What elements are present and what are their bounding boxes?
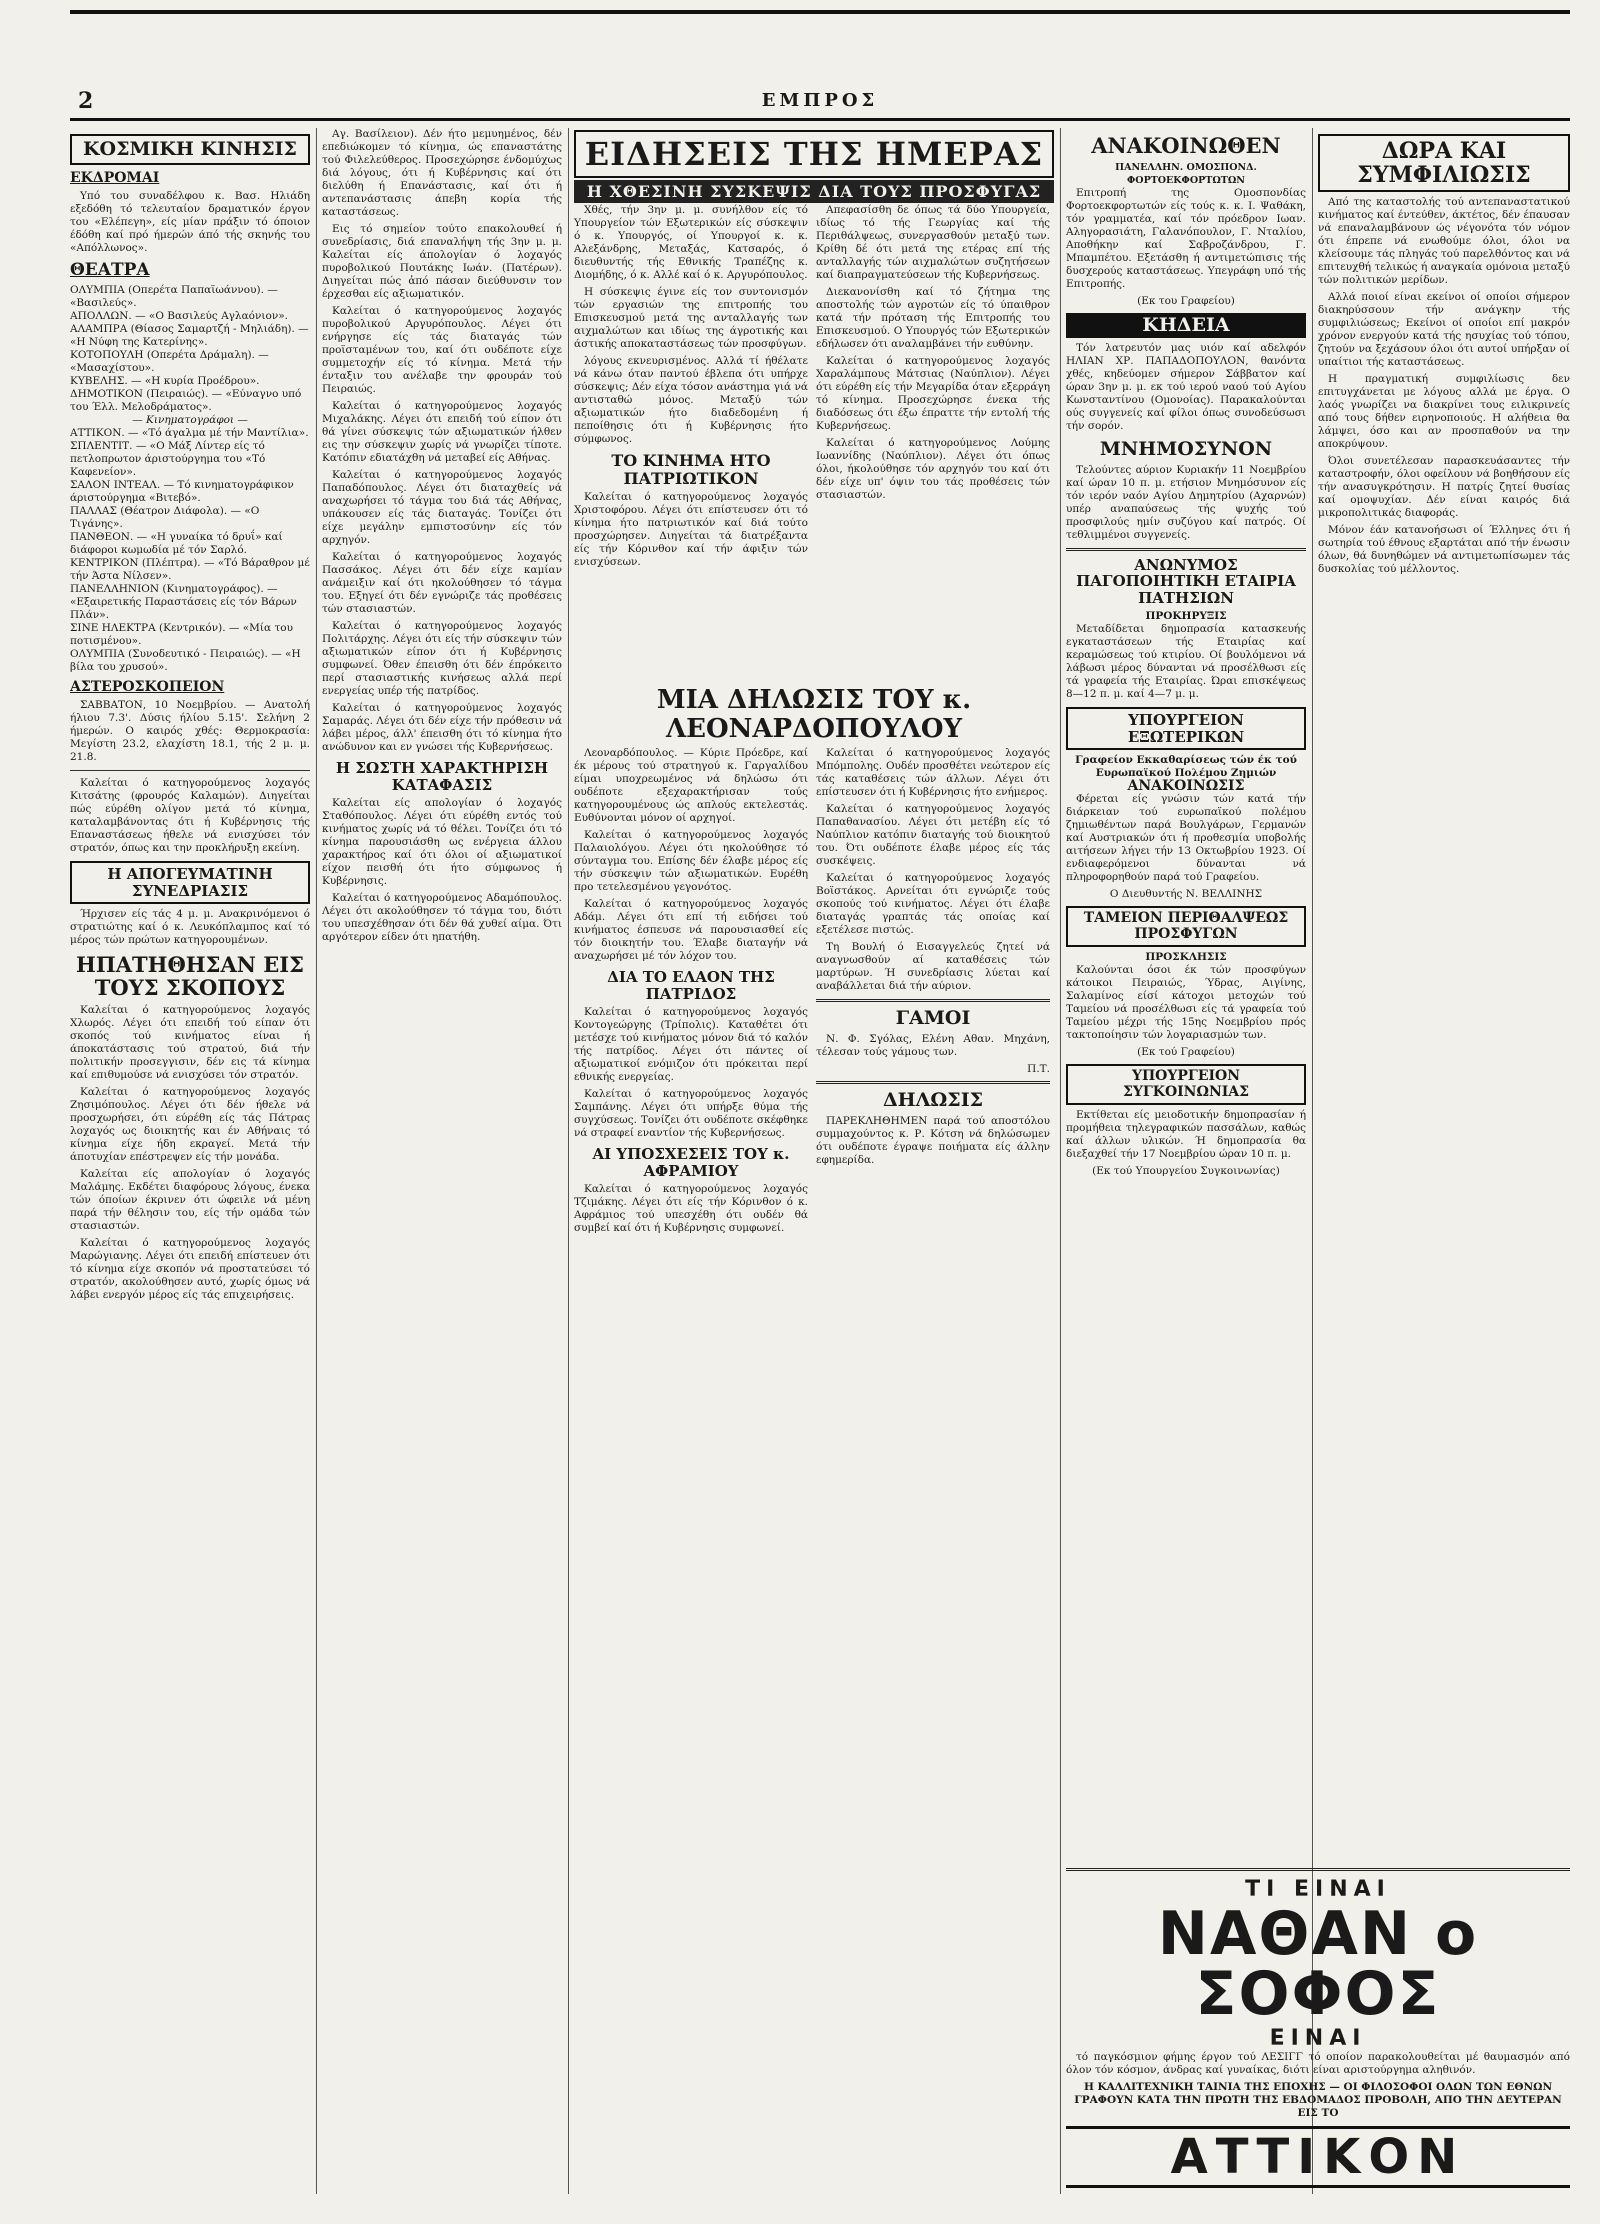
heading-kosmiki-kinisis: ΚΟΣΜΙΚΗ ΚΙΝΗΣΙΣ bbox=[70, 134, 310, 165]
heading-kideia: ΚΗΔΕΙΑ bbox=[1066, 313, 1306, 338]
article-half-right bbox=[816, 204, 1050, 506]
list-item: ΔΗΜΟΤΙΚΟΝ (Πειραιώς). — «Εύναγνο υπό του Έλλ. Μελοδράματος». bbox=[70, 387, 302, 413]
article-half-left bbox=[574, 204, 808, 573]
subheading-prosklisis: ΠΡΟΣΚΛΗΣΙΣ bbox=[1145, 951, 1227, 964]
heading-tameio: ΤΑΜΕΙΟΝ ΠΕΡΙΘΑΛΨΕΩΣ ΠΡΟΣΦΥΓΩΝ bbox=[1066, 906, 1306, 947]
signature: (Εκ τού Υπουργείου Συγκοινωνίας) bbox=[1092, 1164, 1280, 1177]
article-text: Καλείται ό κατηγορούμενος λοχαγός Ζησιμόπουλος. Λέγει ότι δέν ήθελε νά προσχωρήσει, ότι εύρέθη είς τάς Πάτρας λοχαγός ως διοικητής και έν Αθήναις τό κίνημα είχε ήδη εκραγεί. Μετά τήν άποτυχίαν επέστρεψεν είς τήν μονάδα. bbox=[70, 1085, 310, 1163]
article-text: Χθές, τήν 3ην μ. μ. συνήλθον είς τό Υπουργείον τών Εξωτερικών είς σύσκεψιν ό κ. Υπουργός, οί Υπουργοί κ. κ. Αλεξάνδρης, Μεταξάς, Κατσαρός, ό διευθυντής τής Εθνικής Τραπέζης κ. Διομήδης, ό κ. Αλλέ καί ό κ. Αργυρόπουλος. bbox=[574, 204, 808, 281]
signature: Π.Τ. bbox=[1027, 1063, 1050, 1076]
list-item: ΚΕΝΤΡΙΚΟΝ (Πλέπτρα). — «Τό Βάραθρον μέ τήν Άστα Νίλσεν». bbox=[70, 556, 310, 582]
article-text: Υπό του συναδέλφου κ. Βασ. Ηλιάδη εξεδόθη τό τελευταίον δραματικόν έργον του «Ελέπεγη», είς μίαν πράξιν τό όποιον έδόθη καί πρό ήμερών άπό τής σκηνής του «Απόλλωνος». bbox=[70, 190, 310, 255]
list-item: ΟΛΥΜΠΙΑ (Συνοδευτικό - Πειραιώς). — «Η βίλα του χρυσού». bbox=[70, 647, 301, 673]
article-text: Όλοι συνετέλεσαν παρασκευάσαντες τήν καταστροφήν, όλοι οφείλουν νά βοηθήσουν είς τήν ανασυγκρότησιν. Η πατρίς ζητεί θυσίας καί ομοψυχίαν. Δέν είναι καιρός διά μικροπολιτικάς διαφοράς. bbox=[1318, 455, 1570, 520]
article-text: Καλείται ό κατηγορούμενος λοχαγός Πασσάκος. Λέγει ότι δέν είχε καμίαν ανάμειξιν καί ότι ηκολούθησεν τό τάγμα του. Εξηγεί ότι δέν εγνώριζε τάς προθέσεις τών στασιαστών. bbox=[322, 551, 562, 615]
list-item: ΑΛΑΜΠΡΑ (Θίασος Σαμαρτζή - Μηλιάδη). — «Η Νύφη της Κατερίνης». bbox=[70, 322, 309, 348]
heading-mnimosynon: ΜΝΗΜΟΣΥΝΟΝ bbox=[1099, 437, 1273, 460]
subheading-omospondia: ΠΑΝΕΛΛΗΝ. ΟΜΟΣΠΟΝΔ. ΦΟΡΤΟΕΚΦΟΡΤΩΤΩΝ bbox=[1115, 162, 1257, 187]
article-text: Καλείται ό κατηγορούμενος Αδαμόπουλος. Λέγει ότι ακολούθησεν τό τάγμα του, διότι του υπεσχέθησαν ότι δέν θά χυθεί αίμα. Ότι αργότερον είδεν ότι ηπατήθη. bbox=[322, 892, 562, 943]
heading-eidiseis: ΕΙΔΗΣΕΙΣ ΤΗΣ ΗΜΕΡΑΣ bbox=[574, 130, 1054, 178]
column-rule bbox=[1060, 128, 1061, 2194]
article-text: Τη Βουλή ό Εισαγγελεύς ζητεί νά αναγνωσθούν αί καταθέσεις τών μαρτύρων. Ή συνεδρίασις λύεται καί αναβάλλεται διά τήν αύριον. bbox=[816, 941, 1050, 993]
adv-title-nathan: ΝΑΘΑΝ ο ΣΟΦΟΣ bbox=[1157, 1899, 1479, 2029]
article-half-left bbox=[574, 747, 808, 1239]
list-item: ΚΟΤΟΠΟΥΛΗ (Οπερέτα Δράμαλη). — «Μασαχίστου». bbox=[70, 348, 269, 374]
article-text: Καλείται ό κατηγορούμενος λοχαγός Χλωρός. Λέγει ότι επειδή τού είπαν ότι σκοπός τού κινήματος είναι ή άποκατάστασις τού στρατού, διά τήν πολιτικήν προσεγγισιν, δέν εις τά κίνημα καί επιθυμούσε νά ενισχύσει τόν στρατόν. bbox=[70, 1003, 310, 1081]
subheading-asteroskopeion: ΑΣΤΕΡΟΣΚΟΠΕΙΟΝ bbox=[70, 678, 225, 695]
syskepsis-article bbox=[574, 204, 1054, 573]
article-text: Καλείται είς απολογίαν ό λοχαγός Μαλάμης. Εκδέτει διαφόρους λόγους, ένεκα τών όποίων έκρινεν ότι ώφειλε νά μένη παρά τήν θέλησιν του, είς τήν ομάδα τών στασιαστών. bbox=[70, 1167, 310, 1232]
newspaper-page bbox=[70, 0, 1570, 2224]
article-text: Ν. Φ. Σγόλας, Ελένη Αθαν. Μηχάνη, τέλεσαν τούς γάμους των. bbox=[816, 1033, 1050, 1059]
divider bbox=[816, 1081, 1050, 1084]
article-text: Καλείται ό κατηγορούμενος λοχαγός Αδάμ. Λέγει ότι επί τή ειδήσει τού κινήματος έσπευσε νά παρουσιασθεί είς τόν διοικητήν του. Έλαβε διαταγήν νά αναχωρήσει μέ τόν λόχον του. bbox=[574, 898, 808, 963]
subheading-grafeio: Γραφείον Εκκαθαρίσεως τών έκ τού Ευρωπαϊκού Πολέμου Ζημιών bbox=[1075, 754, 1297, 780]
subheading-ekdromai: ΕΚΔΡΟΜΑΙ bbox=[70, 169, 160, 186]
article-text: Ήρχισεν είς τάς 4 μ. μ. Ανακρινόμενοι ό στρατιώτης καί ό κ. Λευκόπλαμπος καί τό μέρος τών πρώτων κατηγορουμένων. bbox=[70, 908, 310, 947]
subheading-syskepsis: Η ΧΘΕΣΙΝΗ ΣΥΣΚΕΨΙΣ ΔΙΑ ΤΟΥΣ ΠΡΟΣΦΥΓΑΣ bbox=[574, 180, 1054, 203]
article-text: Απεφασίσθη δε όπως τά δύο Υπουργεία, ιδίως τό τής Γεωργίας καί τής Περιθάλψεως, συνεργασθούν μεταξύ των. Κρίθη δέ ότι μετά της ετέρας επί τής ανταλλαγής τών αιχμαλώτων συζητήσεων καί διαπραγματεύσεων τής Κυβερνήσεως. bbox=[816, 204, 1050, 281]
adv-line-einai: ΕΙΝΑΙ bbox=[1269, 2026, 1367, 2051]
article-text: Καλούνται όσοι έκ τών προσφύγων κάτοικοι Πειραιώς, Ύδρας, Αιγίνης, Σαλαμίνος είσί κάτοχοι μετοχών τού Ταμείου νά προσέλθωσι είς τά γραφεία τού Ταμείου μέχρι τής 15ης Νοεμβρίου πρός τακτοποίησιν τών λογαριασμών των. bbox=[1066, 964, 1306, 1042]
article-text: Από της καταστολής τού αντεπαναστατικού κινήματος καί έντεύθεν, άκτέτος, δέν έπαυσαν νά επαναλαμβάνουν ώς νέγονότα τόν νόμον ότι έπρεπε νά ενωθούμε όλοι, όλοι να κλείσουμε τάς πληγάς τού παρελθόντος και νά επιτευχθή τελικώς ή αναγκαία ομόνοια μεταξύ τών πολιτικών μερίδων. bbox=[1318, 196, 1570, 287]
list-item: ΠΑΝΕΛΛΗΝΙΟΝ (Κινηματογράφος). — «Εξαιρετικής Παραστάσεις είς τόν Βάρων Πλάν». bbox=[70, 582, 297, 621]
newspaper-name: ΕΜΠΡΟΣ bbox=[761, 90, 879, 111]
article-text: Αλλά ποιοί είναι εκείνοι οί οποίοι σήμερον διακηρύσσουν τήν ανάγκην τής συμφιλιώσεως; Εκείνοι οί οποίοι επί μακρόν χρόνον ενεργούν κατά τής ησυχίας τού τόπου, ζητούν να ξεχάσουν όλοι ότι αυτοί υπήρξαν οί υπαίτιοι τής καταστάσεως. bbox=[1318, 291, 1570, 369]
signature: (Εκ του Γραφείου) bbox=[1137, 295, 1235, 308]
article-text: Καλείται ό κατηγορούμενος λοχαγός Χριστοφόρου. Λέγει ότι επίστευσεν ότι τό κίνημα ήτο πατριωτικόν καί διά τούτο προσχώρησεν. Διηγείται τά διατρέξαντα είς τήν Κόρινθον καί τήν άφιξιν τών ενισχύσεων. bbox=[574, 491, 808, 569]
article-text: Καλείται είς απολογίαν ό λοχαγός Σταθόπουλος. Λέγει ότι εύρέθη εντός τού κινήματος χωρίς νά τό θέλει. Τονίζει ότι τό κίνημα παρουσιάσθη ως ενέργεια άλλου χαρακτήρος καί ότι όλοι οί αξιωματικοί είχον πεισθή ότι ήτο σύμφωνος ή Κυβέρνησις. bbox=[322, 797, 562, 887]
heading-elaon-patridos: ΔΙΑ ΤΟ ΕΛΑΟΝ ΤΗΣ ΠΑΤΡΙΔΟΣ bbox=[607, 968, 775, 1003]
list-item: ΚΥΒΕΛΗΣ. — «Η κυρία Προέδρου». bbox=[70, 374, 260, 387]
advertisement-nathan bbox=[1066, 1862, 1570, 2188]
signature: (Εκ τού Γραφείου) bbox=[1137, 1046, 1235, 1059]
list-item: ΠΑΛΛΑΣ (Θέατρον Διάφολα). — «Ο Τιγάνης». bbox=[70, 504, 260, 530]
page-number: 2 bbox=[78, 88, 94, 114]
heading-dilosis-leonardopoulou: ΜΙΑ ΔΗΛΩΣΙΣ ΤΟΥ κ. ΛΕΟΝΑΡΔΟΠΟΥΛΟΥ bbox=[656, 685, 972, 744]
divider bbox=[70, 770, 310, 771]
article-text: Καλείται ό κατηγορούμενος λοχαγός Παπαθανασίου. Λέγει ότι μετέβη είς τό Ναύπλιον κατόπιν διαταγής τού διοικητού του. Ότι ουδέποτε έλαβε μέρος είς τάς συσκέψεις. bbox=[816, 803, 1050, 868]
article-text: Καλείται ό κατηγορούμενος λοχαγός Κιτσάτης (φρουρός Καλαμών). Διηγείται πώς εύρέθη ολίγον μετά τό κίνημα, καταλαμβάνοντας ότι ή Κυβέρνησις τής Επαναστάσεως ήθελε νά ενισχύσει τόν στρατόν, όπως και την προκλήρυξη εκείνη. bbox=[70, 777, 310, 855]
divider bbox=[1066, 548, 1306, 551]
heading-anakoinothen: ΑΝΑΚΟΙΝΩΘΕΝ bbox=[1091, 133, 1281, 158]
dilosis-article bbox=[574, 680, 1054, 1239]
article-text: Μόνον έάν κατανοήσωσι οί Έλληνες ότι ή σωτηρία τού έθνους εξαρτάται από τήν ένωσιν όλων, θά δυνηθώμεν νά αντιμετωπίσωμεν τάς δυσκολίας τού μέλλοντος. bbox=[1318, 524, 1570, 576]
list-item: ΣΠΛΕΝΤΙΤ. — «Ο Μάξ Λίντερ είς τό πετλοπρωτον άριστούργημα του «Τό Καφενείον». bbox=[70, 439, 266, 478]
article-text: Καλείται ό κατηγορούμενος λοχαγός Παλαιολόγου. Λέγει ότι ηκολούθησε τό σύνταγμα του. Επίσης δέν έλαβε μέρος είς τήν σύσκεψιν τών αξιωματικών. Ευρέθη προ τετελεσμένου γεγονότος. bbox=[574, 829, 808, 894]
column-6 bbox=[1318, 128, 1570, 1854]
article-text: Η σύσκεψις έγινε είς τον συντονισμόν τών εργασιών της επιτροπής του Επισκευσμού μετά της ανταλλαγής των αιχμαλώτων και ιδίως της άγροτικής και άστικής αποκαταστάσεως τών προσφύγων. bbox=[574, 286, 808, 350]
masthead bbox=[70, 88, 1570, 121]
heading-etaireia: ΑΝΩΝΥΜΟΣ ΠΑΓΟΠΟΙΗΤΙΚΗ ΕΤΑΙΡΙΑ ΠΑΤΗΣΙΩΝ bbox=[1076, 555, 1296, 607]
list-item: ΟΛΥΜΠΙΑ (Οπερέτα Παπαϊωάννου). — «Βασιλεύς». bbox=[70, 283, 278, 309]
article-text: Εις τό σημείον τούτο επακολουθεί ή συνεδρίασις, διά επαναλήψη τής 3ην μ. μ. Καλείται είς άπολογίαν ό λοχαγός πυροβολικού Πουτάκης Ιωάν. (Πατέρων). Διηγείται πώς ἀπό πάσαν διεύθυνσιν τον έρχεσθαι είς αξιωματικόν. bbox=[322, 223, 562, 300]
article-text: Καλείται ό κατηγορούμενος λοχαγός Μαρώγιανης. Λέγει ότι επειδή επίστευεν ότι τό κίνημα είχε σκοπόν νά προστατεύσει τό στρατόν, ακολούθησεν αυτό, χωρίς όμως νά λάβει ενεργόν μέρος είς τάς επιχειρήσεις. bbox=[70, 1236, 310, 1301]
article-text: Καλείται ό κατηγορούμενος λοχαγός Πολιτάρχης. Λέγει ότι είς τήν σύσκεψιν τών αξιωματικών είπον ότι ή Κυβέρνησις συμφωνεί. Όθεν έπεισθη ότι δέν έπρόκειτο περί στασιαστικής κινήσεως αλλά περί ενεργείας υπέρ τής πατρίδος. bbox=[322, 620, 562, 697]
article-text: ΠΑΡΕΚΛΗΘΗΜΕΝ παρά τού αποστόλου συμμαχούντος κ. Ρ. Κότση νά δηλώσωμεν ότι ουδέποτε έγραψε ποιήματα είς άλλην εφημερίδα. bbox=[816, 1114, 1050, 1166]
divider bbox=[816, 999, 1050, 1002]
list-item: — Κινηματογράφοι — bbox=[132, 413, 248, 426]
adv-cinema-attikon: ΑΤΤΙΚΟΝ bbox=[1066, 2126, 1570, 2188]
article-text: Καλείται ό κατηγορούμενος λοχαγός Χαραλάμπους Μάτσιας (Ναύπλιον). Λέγει ότι εύρέθη είς τήν Μεγαρίδα όταν εξερράγη τό κίνημα. Προσεχώρησε ένεκα τής διαδόσεως ότι έξω έπραττε τήν εντολή τής Κυβερνήσεως. bbox=[816, 355, 1050, 432]
heading-gamoi: ΓΑΜΟΙ bbox=[895, 1007, 971, 1030]
article-text: Καλείται ό κατηγορούμενος λοχαγός Παπαδόπουλος. Λέγει ότι διαταχθείς νά αναχωρήσει τό τάγμα του διά τάς Αθήνας, υπάκουσεν είς τάς διαταγάς. Τονίζει ότι είχε μεγάλην εμπιστοσύνην είς τόν αρχηγόν. bbox=[322, 469, 562, 546]
column-5 bbox=[1066, 128, 1306, 1854]
news-banner bbox=[574, 130, 1054, 205]
article-text: Λεοναρδόπουλος. — Κύριε Πρόεδρε, καί έκ μέρους τού στρατηγού κ. Γαργαλίδου είμαι υποχρεωμένος νά δηλώσω ότι ουδέποτε εξεχαρακτήρισαν τούς κατηγορουμένους ώς απλούς εκτελεστάς. Ευθύνονται μόνον οί αρχηγοί. bbox=[574, 747, 808, 825]
column-1 bbox=[70, 128, 310, 2194]
article-text: Καλείται ό κατηγορούμενος Λούμης Ιωαννίδης (Ναύπλιον). Λέγει ότι όπως όλοι, ήκολούθησε τόν αρχηγόν του καί ότι δέν είχε υπ' όψιν του τάς προθέσεις τών στασιαστών. bbox=[816, 437, 1050, 501]
divider bbox=[1066, 1868, 1570, 1871]
article-text: Τόν λατρευτόν μας υιόν καί αδελφόν ΗΛΙΑΝ ΧΡ. ΠΑΠΑΔΟΠΟΥΛΟΝ, θανόντα χθές, κηδεύομεν σήμερον Σάββατον καί ώραν 3ην μ. μ. εκ τού ιερού ναού τού Αγίου Κωνσταντίνου (Ομονοίας). Παρακαλούνται ούς συγγενείς καί φίλοι όπως συνοδεύσωσι τήν σορόν. bbox=[1066, 341, 1306, 432]
heading-apogeumatini: Η ΑΠΟΓΕΥΜΑΤΙΝΗ ΣΥΝΕΔΡΙΑΣΙΣ bbox=[70, 861, 310, 904]
article-text: Καλείται ό κατηγορούμενος λοχαγός Σαμαράς. Λέγει ότι δέν είχε τήν πρόθεσιν νά λάβει μέρος, άλλ' έπεισθη ότι τό κίνημα ήτο ανώδυνον και εν γνώσει τής Κυβερνήσεως. bbox=[322, 702, 562, 753]
article-text: Μεταδίδεται δημοπρασία κατασκευής εγκαταστάσεων τής Εταιρίας καί κεραμώσεως τού κτιρίου. Οί βουλόμενοι νά λάβωσι μέρος δύνανται νά προσέλθωσι είς τά γραφεία τής Εταιρίας. Ώραι επισκέψεως 8—12 π. μ. καί 4—7 μ. μ. bbox=[1066, 623, 1306, 701]
heading-dilosis: ΔΗΛΩΣΙΣ bbox=[882, 1089, 984, 1112]
article-text: Η πραγματική συμφιλίωσις δεν επιτυγχάνεται με λόγους αλλά με έργα. Ο λαός γνωρίζει να διακρίνει τους ειλικρινείς από τους δήθεν ειρηνοποιούς. Η αλήθεια θα λάμψει, όσο και αν προσπαθούν να την αποκρύψουν. bbox=[1318, 373, 1570, 451]
heading-ypourgeio-exoterikon: ΥΠΟΥΡΓΕΙΟΝ ΕΞΩΤΕΡΙΚΩΝ bbox=[1066, 707, 1306, 750]
theatre-list bbox=[70, 284, 310, 674]
heading-charaktirisi: Η ΣΩΣΤΗ ΧΑΡΑΚΤΗΡΙΣΗ ΚΑΤΑΦΑΣΙΣ bbox=[335, 759, 549, 794]
adv-body: τό παγκόσμιον φήμης έργον τού ΛΕΣΙΓΓ τό οποίον παρακολουθείται μέ θαυμασμόν από όλον τόν κόσμον, άνδρας καί γυναίκας, διότι είναι αριστούργημα αληθινόν. bbox=[1066, 2051, 1570, 2076]
article-text: Καλείται ό κατηγορούμενος λοχαγός Κοντογεώργης (Τρίπολις). Καταθέτει ότι μετέσχε τού κινήματος μόνον διά τό καλόν τής πατρίδος. Λέγει ότι πάντες οί αξιωματικοί ενόμιζον ότι πρόκειται περί εθνικής ενεργείας. bbox=[574, 1006, 808, 1084]
list-item: ΑΠΟΛΛΩΝ. — «Ο Βασιλεύς Αγλαόνιον». bbox=[70, 309, 288, 322]
article-half-right bbox=[816, 747, 1050, 1171]
article-text: Καλείται ό κατηγορούμενος λοχαγός Μιχαλάκης. Λέγει ότι επειδή τού είπον ότι θά γίνει σύσκεψις τών αξιωματικών ήλθεν εις την σύσκεψιν χωρίς νά γνωρίζει τίποτε. Κατόπιν εδιατάχθη νά μεταβεί είς Αθήνας. bbox=[322, 400, 562, 464]
article-text: ΣΑΒΒΑΤΟΝ, 10 Νοεμβρίου. — Ανατολή ήλιου 7.3'. Δύσις ήλίου 5.15'. Σελήνη 2 ήμερών. Ο καιρός χθές: Θερμοκρασία: Μεγίστη 23.2, ελαχίστη 18.1, τής 2 μ. μ. 21.8. bbox=[70, 699, 310, 764]
article-text: Διεκανονίσθη καί τό ζήτημα της αποστολής τών αγροτών είς τό ύπαιθρον κατά τήν πρόταση τής Επιτροπής του Επισκευσμού. Ο Υπουργός τών Εξωτερικών εδήλωσεν ότι αναλαμβάνει τήν ευθύνην. bbox=[816, 286, 1050, 350]
article-text: Επιτροπή της Ομοσπονδίας Φορτοεκφορτωτών είς τούς κ. κ. Ι. Ψαθάκη, τόν γραμματέα, καί τόν πρόεδρον Ιωαν. Αληγορασιάτη, Γαλανόπουλον, Γ. Νταλίου, Αποθήκην καί Σαβροζάνδρου, Γ. Μπαμπέτου. Εξετάσθη ή αντιμετώπισις τής δυσχερούς καταστάσεως. Υπεγράφη υπό τής Επιτροπής. bbox=[1066, 187, 1306, 291]
dilosis-columns bbox=[574, 747, 1054, 1239]
signature: Ο Διευθυντής Ν. ΒΕΛΛΙΝΗΣ bbox=[1109, 888, 1263, 901]
heading-ypourgeio-sygkoinonias: ΥΠΟΥΡΓΕΙΟΝ ΣΥΓΚΟΙΝΩΝΙΑΣ bbox=[1066, 1064, 1306, 1105]
column-2 bbox=[322, 128, 562, 2194]
list-item: ΑΤΤΙΚΟΝ. — «Τό άγαλμα μέ τήν Μαντίλια». bbox=[70, 426, 309, 439]
adv-line-ti-einai: ΤΙ ΕΙΝΑΙ bbox=[1245, 1877, 1391, 1902]
heading-ipatithisan: ΗΠΑΤΗΘΗΣΑΝ ΕΙΣ ΤΟΥΣ ΣΚΟΠΟΥΣ bbox=[76, 952, 304, 1001]
column-rule bbox=[316, 128, 317, 2194]
article-text: Καλείται ό κατηγορούμενος λοχαγός πυροβολικού Αργυρόπουλος. Λέγει ότι ενήργησε είς τάς διαταγάς τών προϊσταμένων του, καί ότι ουδέποτε είχε συμμετοχήν είς τό κίνημα. Μετά τήν ένταξιν του ανέλαβε την φρουράν τού Πειραιώς. bbox=[322, 305, 562, 395]
heading-dora-symfiliosis: ΔΩΡΑ ΚΑΙ ΣΥΜΦΙΛΙΩΣΙΣ bbox=[1318, 134, 1570, 192]
subheading-prokiryxis: ΠΡΟΚΗΡΥΞΙΣ bbox=[1145, 610, 1227, 623]
column-rule bbox=[568, 128, 569, 2194]
list-item: ΣΙΝΕ ΗΛΕΚΤΡΑ (Κεντρικόν). — «Μία του ποτισμένου». bbox=[70, 621, 293, 647]
top-rule bbox=[70, 10, 1570, 14]
list-item: ΠΑΝΘΕΟΝ. — «Η γυναίκα τό δρυΐ» καί διάφοροι κωμωδία μέ τόν Σαρλό. bbox=[70, 530, 283, 556]
article-text: Καλείται ό κατηγορούμενος λοχαγός Τζιμάκης. Λέγει ότι είς τήν Κόρινθον ό κ. Αφράμιος τού υπεσχέθη ότι ουδέν θά συμβεί καί ότι ή Κυβέρνησις συμφωνεί. bbox=[574, 1183, 808, 1235]
article-text: Εκτίθεται είς μειοδοτικήν δημοπρασίαν ή προμήθεια τηλεγραφικών πασσάλων, καθώς καί άλλων υλικών. Ή δημοπρασία θα διεξαχθεί τήν 17 Νοεμβρίου ώραν 10 π. μ. bbox=[1066, 1108, 1306, 1160]
article-text: Καλείται ό κατηγορούμενος λοχαγός Μπόμπολης. Ουδέν προσθέτει νεώτερον είς τάς καταθέσεις τών άλλων. Λέγει ότι επίστευσεν ότι ή Κυβέρνησις ήτο ενήμερος. bbox=[816, 747, 1050, 799]
article-text: Φέρεται είς γνώσιν τών κατά τήν διάρκειαν τού ευρωπαϊκού πολέμου ζημιωθέντων παρά Βουλγάρων, Γερμανών καί Αυστριακών ότι ή προθεσμία υποβολής αιτήσεων λήγει τήν 13 Οκτωβρίου 1923. Οί ενδιαφερόμενοι δύνανται νά πληροφορηθούν παρά τού Γραφείου. bbox=[1066, 793, 1306, 884]
article-text: Αγ. Βασίλειον). Δέν ήτο μεμυημένος, δέν επεδιώκομεν τό κίνημα, ώς επαναστάτης τού Φιλελεύθερος. Προσεχώρησε ένδομύχως διά λόγους, ότι ή Κυβέρνησις καί ότι διελύθη ή Επανάστασις, καί ότι ή αντεπανάστασις άπεβη κορία τής καταστάσεως. bbox=[322, 128, 562, 218]
subheading-anakoinosis: ΑΝΑΚΟΙΝΩΣΙΣ bbox=[1127, 778, 1245, 795]
heading-yposcheseis: ΑΙ ΥΠΟΣΧΕΣΕΙΣ ΤΟΥ κ. ΑΦΡΑΜΙΟΥ bbox=[592, 1145, 790, 1180]
article-text: Τελούντες αύριον Κυριακήν 11 Νοεμβρίου καί ώραν 10 π. μ. ετήσιον Μνημόσυνον είς τόν ιερόν ναόν Αγίου Δημητρίου (Αχαρνών) υπέρ αναπαύσεως τής ψυχής τού προσφιλούς ημίν συζύγου καί πατρός. Οί τεθλιμμένοι συγγενείς. bbox=[1066, 463, 1306, 541]
adv-body-bold: Η ΚΑΛΛΙΤΕΧΝΙΚΗ ΤΑΙΝΙΑ ΤΗΣ ΕΠΟΧΗΣ — ΟΙ ΦΙΛΟΣΟΦΟΙ ΟΛΩΝ ΤΩΝ ΕΘΝΩΝ ΓΡΑΦΟΥΝ ΚΑΤΑ ΤΗΝ ΠΡΩΤΗ ΤΗΣ ΕΒΔΟΜΑΔΟΣ ΠΡΟΒΟΛΗ, ΑΠΟ ΤΗΝ ΔΕΥΤΕΡΑΝ ΕΙΣ ΤΟ bbox=[1074, 2081, 1562, 2119]
heading-kinima-patriotikon: ΤΟ ΚΙΝΗΜΑ ΗΤΟ ΠΑΤΡΙΩΤΙΚΟΝ bbox=[611, 451, 771, 488]
article-text: Καλείται ό κατηγορούμενος λοχαγός Σαμπάνης. Λέγει ότι υπήρξε θύμα τής συγχύσεως. Τονίζει ότι ουδέποτε σκέφθηκε νά στραφεί εναντίον τής Κυβερνήσεως. bbox=[574, 1088, 808, 1140]
list-item: ΣΑΛΟΝ ΙΝΤΕΑΛ. — Τό κινηματογράφικον άριστούργημα «Βιτεβό». bbox=[70, 478, 294, 504]
article-text: Καλείται ό κατηγορούμενος λοχαγός Βοϊστάκος. Αρνείται ότι εγνώριζε τούς σκοπούς τού κινήματος. Λέγει ότι έλαβε διαταγάς γραπτάς τάς οποίας καί εξετέλεσε πιστώς. bbox=[816, 872, 1050, 937]
heading-theatra: ΘΕΑΤΡΑ bbox=[70, 260, 150, 281]
article-text: λόγους εκνευρισμένος. Αλλά τί ήθέλατε νά κάνω όταν παντού έβλεπα ότι υπήρχε σύσκεψις; Δέν είχα τόσον ανάστημα γιά νά αντισταθώ μόνος. Μεταξύ τών αξιωματικών ήτο διαδεδομένη ή πεποίθησις ότι ή Κυβέρνησις ήτο σύμφωνος. bbox=[574, 355, 808, 445]
